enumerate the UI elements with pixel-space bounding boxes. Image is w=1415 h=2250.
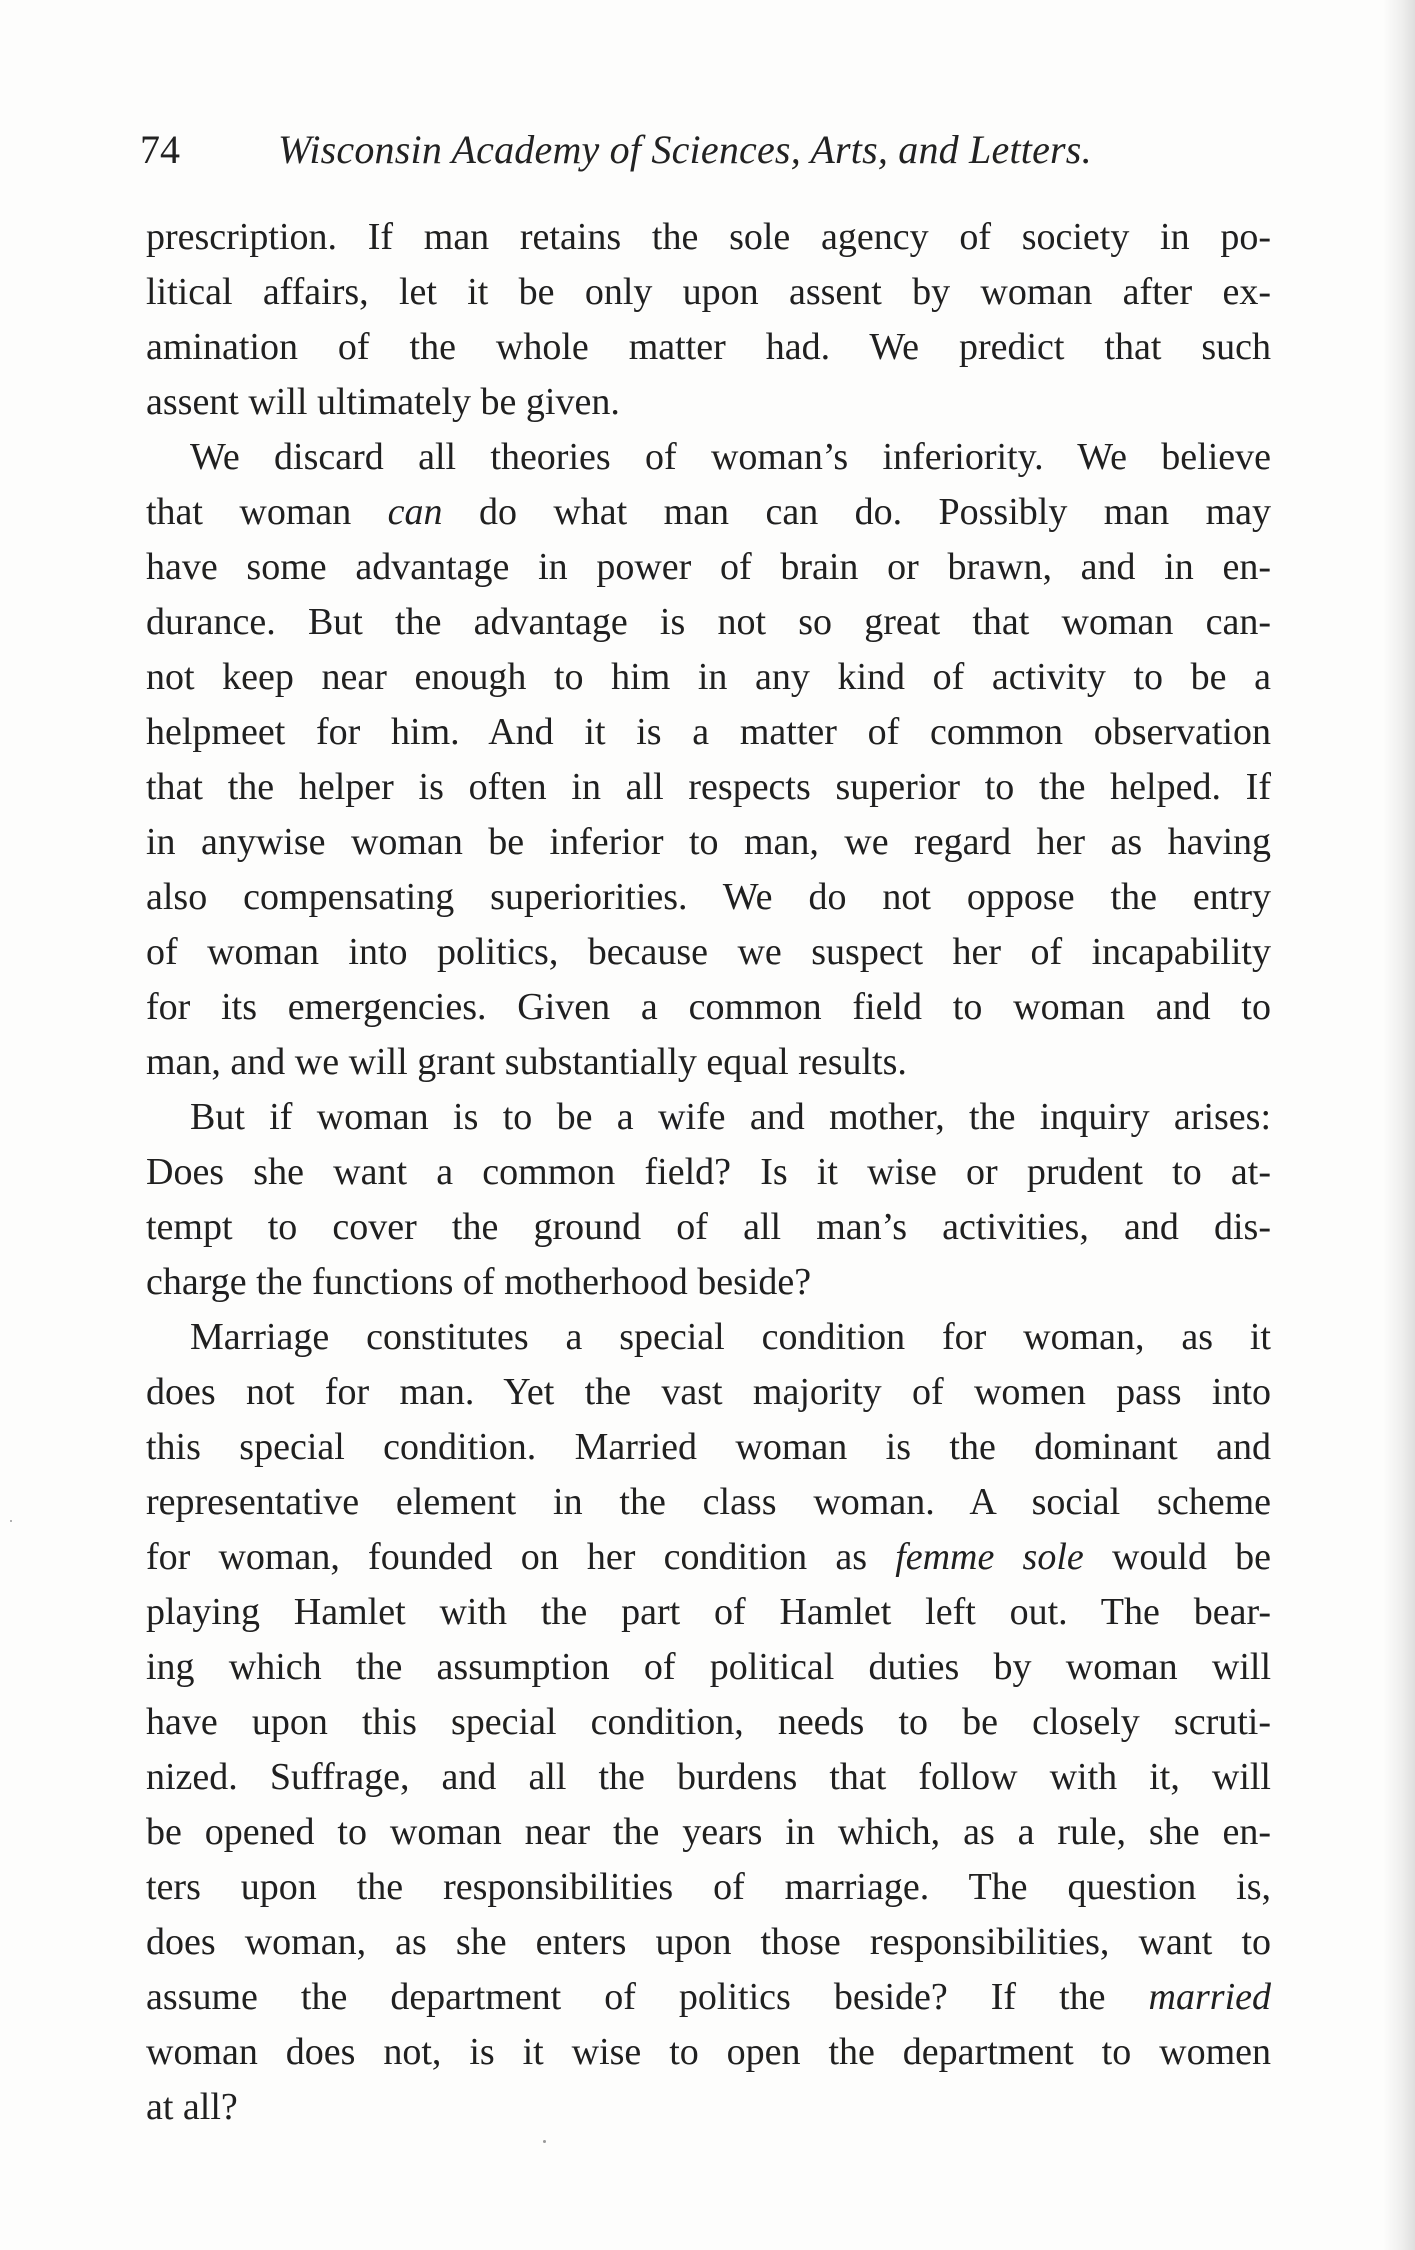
italic-emphasis: can [387, 491, 443, 533]
paper-speck [543, 2140, 546, 2143]
text-line: Does she want a common field? Is it wise or prudent to at- [146, 1151, 1271, 1193]
text-line: be opened to woman near the years in which, as a rule, she en- [146, 1811, 1271, 1853]
text-line: durance. But the advantage is not so great that woman can- [146, 601, 1271, 643]
text-line: assent will ultimately be given. [146, 381, 620, 423]
text-line: not keep near enough to him in any kind of activity to be a [146, 656, 1271, 698]
text-line: representative element in the class woman. A social scheme [146, 1481, 1271, 1523]
text-segment: that woman can do what man can do. Possibly man may [146, 491, 1271, 533]
text-line: But if woman is to be a wife and mother, the inquiry arises: [190, 1096, 1271, 1138]
text-line: prescription. If man retains the sole agency of society in po- [146, 216, 1271, 258]
text-segment: for woman, founded on her condition as femme sole would be [146, 1536, 1271, 1578]
text-line: does not for man. Yet the vast majority of women pass into [146, 1371, 1271, 1413]
text-line: that the helper is often in all respects superior to the helped. If [146, 766, 1271, 808]
text-line: amination of the whole matter had. We predict that such [146, 326, 1271, 368]
text-line: have some advantage in power of brain or brawn, and in en- [146, 546, 1271, 588]
text-line: playing Hamlet with the part of Hamlet left out. The bear- [146, 1591, 1271, 1633]
italic-emphasis: married [1148, 1976, 1271, 2018]
text-line: does woman, as she enters upon those responsibilities, want to [146, 1921, 1271, 1963]
body-text [146, 210, 1271, 2135]
page-number: 74 [140, 127, 180, 172]
text-line: nized. Suffrage, and all the burdens that follow with it, will [146, 1756, 1271, 1798]
text-line: in anywise woman be inferior to man, we regard her as having [146, 821, 1271, 863]
running-title: Wisconsin Academy of Sciences, Arts, and Letters. [278, 127, 1092, 172]
text-line: have upon this special condition, needs to be closely scruti- [146, 1701, 1271, 1743]
text-line-with-italic [146, 1530, 1271, 1585]
text-line: for its emergencies. Given a common field to woman and to [146, 986, 1271, 1028]
text-line: woman does not, is it wise to open the department to women [146, 2031, 1271, 2073]
text-line: charge the functions of motherhood beside? [146, 1261, 812, 1303]
page-edge-shadow [1383, 0, 1415, 2250]
paper-speck [10, 1520, 12, 1522]
italic-emphasis: femme sole [895, 1536, 1084, 1578]
text-line: We discard all theories of woman’s inferiority. We believe [190, 436, 1271, 478]
text-line: of woman into politics, because we suspect her of incapability [146, 931, 1271, 973]
text-line: this special condition. Married woman is the dominant and [146, 1426, 1271, 1468]
text-segment: assume the department of politics beside? If the married [146, 1976, 1271, 2018]
text-line-with-italic [146, 1970, 1271, 2025]
text-line: ters upon the responsibilities of marriage. The question is, [146, 1866, 1271, 1908]
text-line: litical affairs, let it be only upon assent by woman after ex- [146, 271, 1271, 313]
text-line: ing which the assumption of political duties by woman will [146, 1646, 1271, 1688]
text-line: tempt to cover the ground of all man’s activities, and dis- [146, 1206, 1271, 1248]
text-line: also compensating superiorities. We do not oppose the entry [146, 876, 1271, 918]
text-line: helpmeet for him. And it is a matter of common observation [146, 711, 1271, 753]
text-line: at all? [146, 2086, 238, 2128]
page-header [140, 124, 1270, 176]
text-line: man, and we will grant substantially equal results. [146, 1041, 907, 1083]
text-line: Marriage constitutes a special condition for woman, as it [190, 1316, 1271, 1358]
text-line-with-italic [146, 485, 1271, 540]
